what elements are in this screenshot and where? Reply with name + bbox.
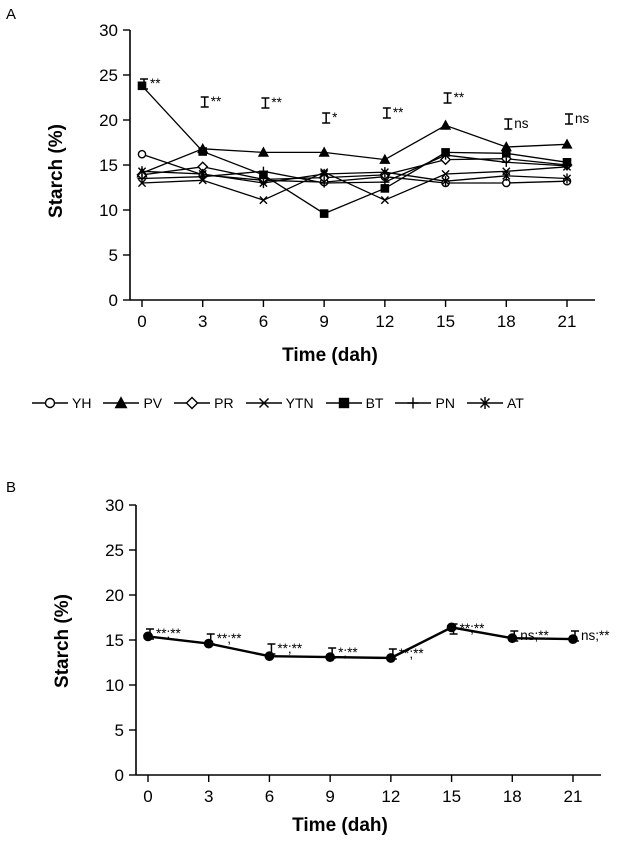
x-tick-label: 15 xyxy=(436,312,456,331)
annotation-text: *;** xyxy=(338,645,358,660)
y-tick-label: 15 xyxy=(105,631,124,650)
annotation-text: ns xyxy=(575,111,590,126)
series-point-mean xyxy=(387,654,395,662)
annotation-text: ** xyxy=(453,90,465,105)
legend-label: PV xyxy=(143,395,163,411)
legend-label: PR xyxy=(214,395,234,411)
series-point-mean xyxy=(569,635,577,643)
legend-label: PN xyxy=(435,395,455,411)
significance-annotation xyxy=(565,111,590,126)
series-point-mean xyxy=(326,653,334,661)
panel-b-x-axis-label: Time (dah) xyxy=(292,815,388,836)
legend-marker-circle-open xyxy=(30,395,70,411)
series-point-BT xyxy=(503,150,510,157)
legend-item-ytn[interactable] xyxy=(244,395,314,411)
legend-label: YH xyxy=(72,395,92,411)
panel-a-plot xyxy=(50,10,610,370)
y-tick-label: 5 xyxy=(114,721,124,740)
significance-annotation xyxy=(201,94,222,109)
legend-item-bt[interactable] xyxy=(324,395,384,411)
significance-annotation xyxy=(504,116,529,131)
x-tick-label: 3 xyxy=(197,312,208,331)
series-point-YTN xyxy=(381,197,388,204)
annotation-text: ** xyxy=(150,76,161,91)
y-tick-label: 0 xyxy=(108,291,118,310)
series-point-YH xyxy=(138,151,145,158)
y-tick-label: 30 xyxy=(105,496,124,515)
y-tick-label: 25 xyxy=(105,541,124,560)
significance-annotation xyxy=(444,90,465,105)
x-tick-label: 0 xyxy=(137,312,147,331)
series-point-YTN xyxy=(260,197,267,204)
x-tick-label: 6 xyxy=(258,312,269,331)
annotation-text: **;** xyxy=(156,626,181,641)
y-tick-label: 10 xyxy=(99,201,118,220)
y-tick-label: 5 xyxy=(108,246,118,265)
legend-item-at[interactable] xyxy=(465,395,524,411)
significance-annotation xyxy=(267,641,303,656)
legend-marker-diamond-open xyxy=(172,395,212,411)
annotation-text: **;** xyxy=(459,621,485,636)
x-tick-label: 18 xyxy=(496,312,516,331)
panel-a-y-axis-label: Starch (%) xyxy=(46,124,67,218)
x-tick-label: 6 xyxy=(264,787,275,806)
significance-annotation xyxy=(261,95,282,110)
annotation-text: **;** xyxy=(216,631,242,646)
x-tick-label: 21 xyxy=(563,787,583,806)
x-tick-label: 12 xyxy=(375,312,395,331)
legend-marker-x-cross xyxy=(244,395,284,411)
x-tick-label: 9 xyxy=(325,787,335,806)
annotation-text: ** xyxy=(392,105,404,120)
significance-annotation xyxy=(383,105,404,120)
legend-glyph xyxy=(408,398,419,409)
legend-marker-star-cross xyxy=(465,395,505,411)
panel-a-label: A xyxy=(6,6,17,23)
significance-annotation xyxy=(571,628,610,643)
x-tick-label: 18 xyxy=(502,787,522,806)
series-point-BT xyxy=(321,210,328,217)
x-tick-label: 0 xyxy=(143,787,153,806)
panel-a-legend xyxy=(30,395,524,411)
legend-marker-plus xyxy=(393,395,433,411)
panel-b xyxy=(0,445,624,845)
panel-b-label: B xyxy=(6,479,17,496)
y-tick-label: 20 xyxy=(105,586,124,605)
legend-label: BT xyxy=(365,395,384,411)
y-tick-label: 10 xyxy=(105,676,124,695)
legend-item-yh[interactable] xyxy=(30,395,91,411)
x-tick-label: 21 xyxy=(557,312,577,331)
legend-glyph xyxy=(187,398,198,409)
annotation-text: ns xyxy=(514,116,529,131)
y-tick-label: 0 xyxy=(114,766,124,785)
x-tick-label: 15 xyxy=(442,787,462,806)
y-tick-label: 25 xyxy=(99,66,118,85)
significance-annotation xyxy=(322,110,338,125)
annotation-text: **;** xyxy=(277,641,303,656)
panel-a-x-axis-label: Time (dah) xyxy=(282,345,378,366)
y-tick-label: 30 xyxy=(99,21,118,40)
legend-item-pn[interactable] xyxy=(393,395,454,411)
x-tick-label: 12 xyxy=(381,787,401,806)
annotation-text: ns;** xyxy=(581,628,610,643)
series-point-BT xyxy=(199,148,206,155)
y-tick-label: 20 xyxy=(99,111,118,130)
series-point-PV xyxy=(441,121,450,129)
legend-label: YTN xyxy=(285,395,314,411)
legend-glyph xyxy=(339,399,348,408)
x-tick-label: 9 xyxy=(319,312,329,331)
annotation-text: **;** xyxy=(398,646,424,661)
legend-marker-triangle-filled xyxy=(101,395,141,411)
panel-b-plot xyxy=(56,490,616,840)
significance-annotation xyxy=(328,645,358,660)
annotation-text: ** xyxy=(271,95,282,110)
annotation-text: ns;** xyxy=(520,628,549,643)
legend-marker-square-filled xyxy=(324,395,364,411)
annotation-text: * xyxy=(332,110,338,125)
legend-item-pr[interactable] xyxy=(172,395,233,411)
panel-b-y-axis-label: Starch (%) xyxy=(52,594,73,688)
annotation-text: ** xyxy=(210,94,222,109)
y-tick-label: 15 xyxy=(99,156,118,175)
x-tick-label: 3 xyxy=(203,787,214,806)
significance-annotation xyxy=(389,646,425,661)
legend-item-pv[interactable] xyxy=(101,395,162,411)
significance-annotation xyxy=(207,631,243,646)
legend-label: AT xyxy=(506,395,524,411)
legend-glyph xyxy=(46,399,55,408)
